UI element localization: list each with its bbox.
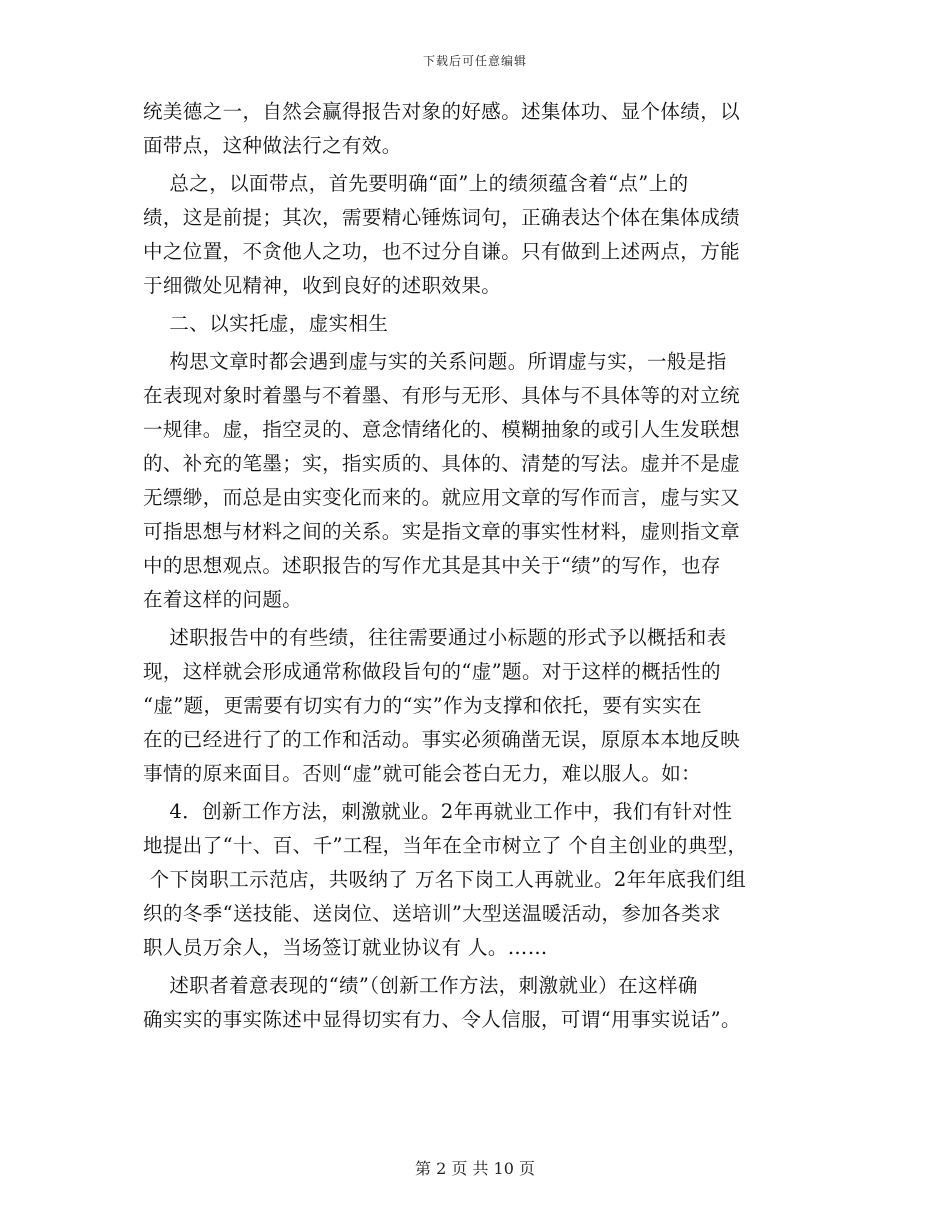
text-line: 无缥缈，而总是由实变化而来的。就应用文章的写作而言，虚与实又 [143,486,741,509]
text-line: 职人员万余人，当场签订就业协议有 人。…… [143,936,548,959]
text-line: 绩，这是前提；其次，需要精心锤炼词句，正确表达个体在集体成绩 [143,206,741,229]
text-line: 个下岗职工示范店，共吸纳了 万名下岗工人再就业。2年年底我们组 [143,868,747,891]
text-line: 总之，以面带点，首先要明确“面”上的绩须蕴含着“点”上的 [143,172,689,195]
document-body [143,95,811,1037]
text-line: 面带点，这种做法行之有效。 [143,134,402,157]
text-line: 现，这样就会形成通常称做段旨句的“虚”题。对于这样的概括性的 [143,660,721,683]
text-line: 4．创新工作方法，刺激就业。2年再就业工作中，我们有针对性 [143,800,733,823]
text-line: 在着这样的问题。 [143,588,303,611]
text-line: 一规律。虚，指空灵的、意念情绪化的、模糊抽象的或引人生发联想 [143,418,741,441]
text-line: 事情的原来面目。否则“虚”就可能会苍白无力，难以服人。如： [143,762,702,785]
section-heading: 二、以实托虚，虚实相生 [143,312,389,335]
text-line: 述职报告中的有些绩，往往需要通过小标题的形式予以概括和表 [143,626,727,649]
text-line: 于细微处见精神，收到良好的述职效果。 [143,274,502,297]
text-line: 的、补充的笔墨；实，指实质的、具体的、清楚的写法。虚并不是虚 [143,452,741,475]
text-line: 中之位置，不贪他人之功，也不过分自谦。只有做到上述两点，方能 [143,240,741,263]
text-line: 地提出了“十、百、千”工程，当年在全市树立了 个自主创业的典型， [143,834,748,857]
page-footer: 第 2 页 共 10 页 [415,1159,535,1178]
text-line: 构思文章时都会遇到虚与实的关系问题。所谓虚与实，一般是指 [143,350,727,373]
text-line: 在的已经进行了的工作和活动。事实必须确凿无误，原原本本地反映 [143,728,741,751]
text-line: 可指思想与材料之间的关系。实是指文章的事实性材料，虚则指文章 [143,520,741,543]
text-line: 确实实的事实陈述中显得切实有力、令人信服，可谓“用事实说话”。 [143,1008,741,1031]
text-line: 中的思想观点。述职报告的写作尤其是其中关于“绩”的写作，也存 [143,554,721,577]
page-header: 下载后可任意编辑 [422,54,527,68]
text-line: “虚”题，更需要有切实有力的“实”作为支撑和依托，要有实实在 [143,694,702,717]
text-line: 在表现对象时着墨与不着墨、有形与无形、具体与不具体等的对立统 [143,384,741,407]
text-line: 统美德之一，自然会赢得报告对象的好感。述集体功、显个体绩，以 [143,100,741,123]
text-line: 织的冬季“送技能、送岗位、送培训”大型送温暖活动，参加各类求 [143,902,721,925]
text-line: 述职者着意表现的“绩”（创新工作方法，刺激就业）在这样确 [143,974,698,997]
